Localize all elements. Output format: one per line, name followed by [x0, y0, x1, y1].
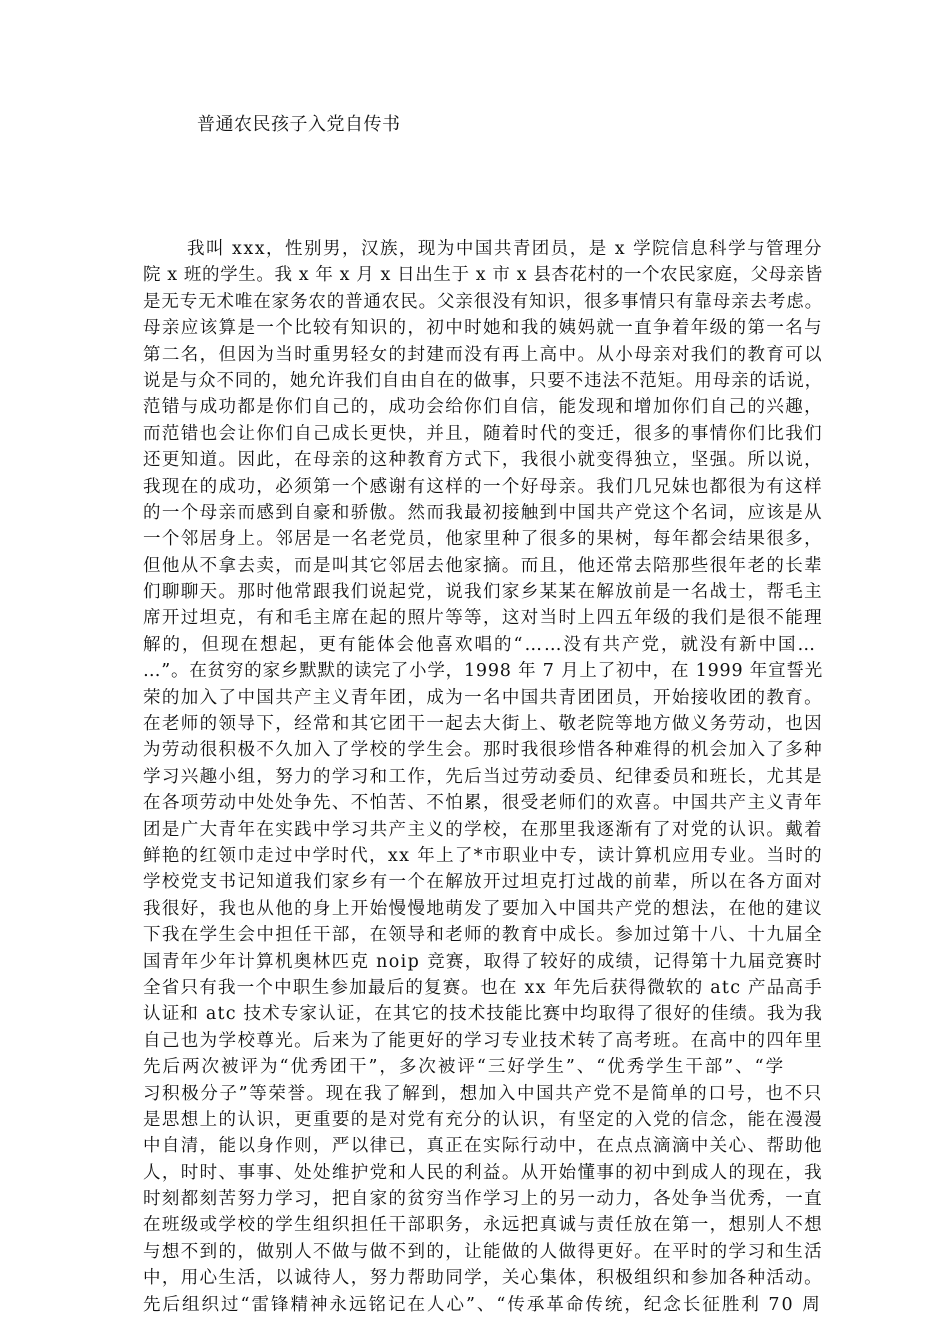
paragraph-line: 说是与众不同的，她允许我们自由自在的做事，只要不违法不范矩。用母亲的话说，	[143, 370, 823, 391]
paragraph-line: 的一个母亲而感到自豪和骄傲。然而我最初接触到中国共产党这个名词，应该是从	[143, 502, 823, 523]
paragraph-line: 下我在学生会中担任干部，在领导和老师的教育中成长。参加过第十八、十九届全	[143, 925, 823, 946]
paragraph-line: 在班级或学校的学生组织担任干部职务，永远把真诚与责任放在第一，想别人不想	[143, 1215, 823, 1236]
paragraph-line: 席开过坦克，有和毛主席在起的照片等等，这对当时上四五年级的我们是很不能理	[143, 608, 823, 629]
paragraph-line: 先后组织过“雷锋精神永远铭记在人心”、“传承革命传统，纪念长征胜利 70 周	[143, 1294, 822, 1315]
paragraph-line: 解的，但现在想起，更有能体会他喜欢唱的“……没有共产党，就没有新中国…	[143, 634, 817, 655]
paragraph-line: 范错与成功都是你们自己的，成功会给你们自信，能发现和增加你们自己的兴趣，	[143, 397, 823, 418]
paragraph-line: 但他从不拿去卖，而是叫其它邻居去他家摘。而且，他还常去陪那些很年老的长辈	[143, 555, 823, 576]
paragraph-line: 还更知道。因此，在母亲的这种教育方式下，我很小就变得独立，坚强。所以说，	[143, 450, 823, 471]
paragraph-line: 鲜艳的红领巾走过中学时代，xx 年上了*市职业中专，读计算机应用专业。当时的	[143, 845, 823, 866]
paragraph-line: 国青年少年计算机奥林匹克 noip 竞赛，取得了较好的成绩，记得第十九届竞赛时	[143, 951, 823, 972]
paragraph-line: 院 x 班的学生。我 x 年 x 月 x 日出生于 x 市 x 县杏花村的一个农民家庭，父母亲皆	[143, 265, 823, 286]
paragraph-line: 中，用心生活，以诚待人，努力帮助同学，关心集体，积极组织和参加各种活动。	[143, 1268, 823, 1289]
paragraph-line: 自己也为学校尊光。后来为了能更好的学习专业技术转了高考班。在高中的四年里	[143, 1030, 823, 1051]
paragraph-line: 我很好，我也从他的身上开始慢慢地萌发了要加入中国共产党的想法，在他的建议	[143, 898, 823, 919]
paragraph-line: 认证和 atc 技术专家认证，在其它的技术技能比赛中均取得了很好的佳绩。我为我	[143, 1004, 823, 1025]
paragraph-line: 是思想上的认识，更重要的是对党有充分的认识，有坚定的入党的信念，能在漫漫	[143, 1109, 823, 1130]
paragraph-line: 团是广大青年在实践中学习共产主义的学校，在那里我逐渐有了对党的认识。戴着	[143, 819, 823, 840]
paragraph-line: 荣的加入了中国共产主义青年团，成为一名中国共青团团员，开始接收团的教育。	[143, 687, 823, 708]
paragraph-line: 在各项劳动中处处争先、不怕苦、不怕累，很受老师们的欢喜。中国共产主义青年	[143, 793, 823, 814]
paragraph-line: 母亲应该算是一个比较有知识的，初中时她和我的姨妈就一直争着年级的第一名与	[143, 318, 823, 339]
paragraph-line: 我叫 xxx，性别男，汉族，现为中国共青团员，是 x 学院信息科学与管理分	[187, 239, 823, 259]
paragraph-line: 先后两次被评为“优秀团干”，多次被评“三好学生”、“优秀学生干部”、“学	[143, 1057, 786, 1078]
paragraph-line: 学习兴趣小组，努力的学习和工作，先后当过劳动委员、纪律委员和班长，尤其是	[143, 766, 823, 787]
paragraph-line: 而范错也会让你们自己成长更快，并且，随着时代的变迁，很多的事情你们比我们	[143, 423, 823, 444]
paragraph-line: 与想不到的，做别人不做与做不到的，让能做的人做得更好。在平时的学习和生活	[143, 1241, 823, 1262]
paragraph-line: 习积极分子”等荣誉。现在我了解到，想加入中国共产党不是简单的口号，也不只	[143, 1083, 823, 1104]
paragraph-line: …”。在贫穷的家乡默默的读完了小学，1998 年 7 月上了初中，在 1999 年宣誓光	[143, 661, 823, 682]
paragraph-line: 人，时时、事事、处处维护党和人民的利益。从开始懂事的初中到成人的现在，我	[143, 1162, 823, 1183]
document-title: 普通农民孩子入党自传书	[197, 114, 401, 135]
paragraph-line: 全省只有我一个中职生参加最后的复赛。也在 xx 年先后获得微软的 atc 产品高手	[143, 977, 823, 998]
paragraph-line: 学校党支书记知道我们家乡有一个在解放开过坦克打过战的前辈，所以在各方面对	[143, 872, 823, 893]
paragraph-line: 们聊聊天。那时他常跟我们说起党，说我们家乡某某在解放前是一名战士，帮毛主	[143, 582, 823, 603]
paragraph-line: 时刻都刻苦努力学习，把自家的贫穷当作学习上的另一动力，各处争当优秀，一直	[143, 1189, 823, 1210]
document-body	[143, 236, 823, 1318]
paragraph-line: 我现在的成功，必须第一个感谢有这样的一个好母亲。我们几兄妹也都很为有这样	[143, 476, 823, 497]
paragraph-line: 在老师的领导下，经常和其它团干一起去大街上、敬老院等地方做义务劳动，也因	[143, 714, 823, 735]
paragraph-line: 是无专无术唯在家务农的普通农民。父亲很没有知识，很多事情只有靠母亲去考虑。	[143, 291, 823, 312]
paragraph-line: 中自清，能以身作则，严以律已，真正在实际行动中，在点点滴滴中关心、帮助他	[143, 1136, 823, 1157]
paragraph-line: 一个邻居身上。邻居是一名老党员，他家里种了很多的果树，每年都会结果很多，	[143, 529, 823, 550]
paragraph-line: 为劳动很积极不久加入了学校的学生会。那时我很珍惜各种难得的机会加入了多种	[143, 740, 823, 761]
paragraph-line: 第二名，但因为当时重男轻女的封建而没有再上高中。从小母亲对我们的教育可以	[143, 344, 823, 365]
